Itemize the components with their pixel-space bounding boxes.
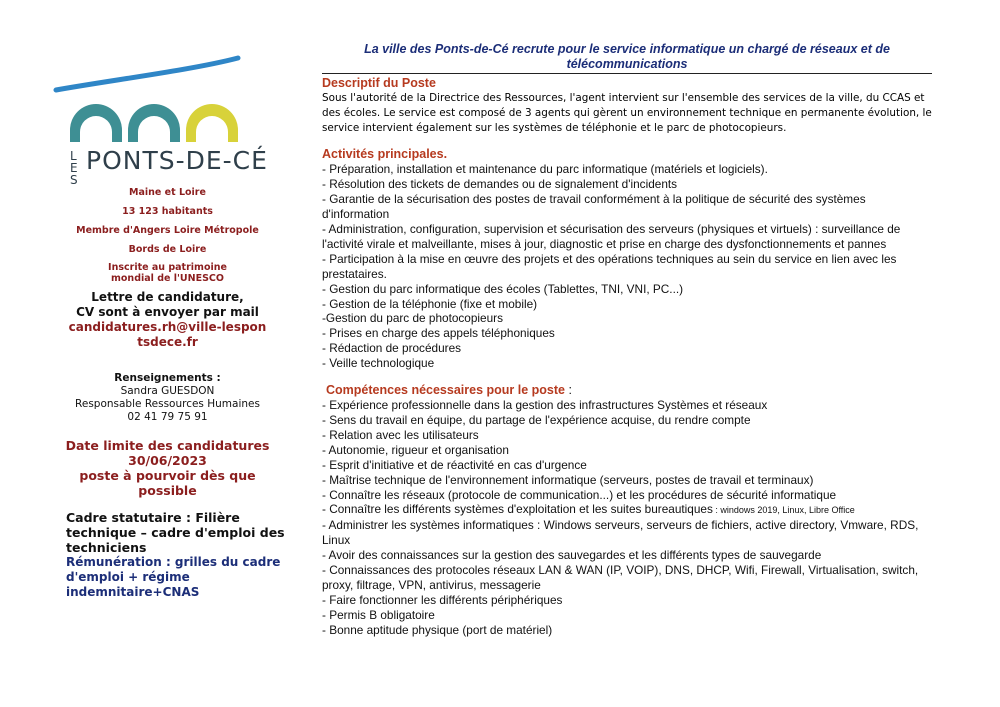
list-item: - Faire fonctionner les différents périphériques	[322, 592, 563, 607]
contact-info	[40, 372, 295, 424]
list-item: - Esprit d'initiative et de réactivité en cas d'urgence	[322, 457, 587, 472]
deadline-info	[40, 438, 295, 498]
application-line2: CV sont à envoyer par mail	[76, 305, 259, 319]
list-item: - Connaissances des protocoles réseaux LAN & WAN (IP, VOIP), DNS, DHCP, Wifi, Firewall, Virtualisation, switch, proxy, filtrage, VPN, antivirus, messagerie	[322, 563, 919, 592]
list-item: - Résolution des tickets de demandes ou de signalement d'incidents	[322, 177, 678, 192]
competences-heading-text: Compétences nécessaires pour le poste	[326, 383, 565, 398]
contact-name: Sandra GUESDON	[120, 385, 215, 397]
city-facts	[40, 186, 295, 284]
fact-unesco: Inscrite au patrimoine mondial de l'UNESCO	[108, 262, 227, 284]
deadline-note: poste à pourvoir dès que possible	[79, 468, 256, 498]
list-item: - Maîtrise technique de l'environnement informatique (serveurs, postes de travail et terminaux)	[322, 472, 814, 487]
list-item: - Expérience professionnelle dans la gestion des infrastructures Systèmes et réseaux	[322, 398, 768, 413]
descriptif-text: Sous l'autorité de la Directrice des Ressources, l'agent intervient sur l'ensemble des services de la ville, du CCAS et des écoles. Le service est composé de 3 agents qui gèrent un environnement technique en permanente évolution, le service intervient également sur les systèmes de téléphonie et le parc de photocopieurs.	[322, 92, 932, 134]
list-item: - Avoir des connaissances sur la gestion des sauvegardes et les différents types de sauvegarde	[322, 548, 822, 563]
application-info	[40, 290, 295, 350]
contact-role: Responsable Ressources Humaines	[75, 398, 260, 410]
logo-arcs-icon	[52, 50, 252, 145]
deadline-label: Date limite des candidatures	[65, 438, 270, 453]
list-item: - Gestion de la téléphonie (fixe et mobile)	[322, 296, 538, 311]
list-item: - Préparation, installation et maintenance du parc informatique (matériels et logiciels).	[322, 162, 768, 177]
remuneration-text: Rémunération : grilles du cadre d'emploi + régime indemnitaire+CNAS	[66, 555, 281, 599]
logo-name: PONTS-DE-CÉ	[86, 146, 268, 175]
statut-text: Cadre statutaire : Filière technique – cadre d'emploi des techniciens	[66, 510, 285, 555]
list-item: - Gestion du parc informatique des écoles (Tablettes, TNI, VNI, PC...)	[322, 281, 684, 296]
list-item: - Veille technologique	[322, 356, 435, 371]
list-item: -Gestion du parc de photocopieurs	[322, 311, 503, 326]
list-item: - Rédaction de procédures	[322, 341, 462, 356]
fact-membership: Membre d'Angers Loire Métropole	[76, 225, 259, 236]
logo-prefix: LES	[70, 149, 79, 187]
application-line1: Lettre de candidature,	[91, 290, 244, 304]
fact-location: Bords de Loire	[128, 244, 207, 255]
competences-heading-colon: :	[564, 383, 572, 398]
list-item: - Administration, configuration, supervision et sécurisation des serveurs (physiques et virtuels) : surveillance de l'activité virale et malveillante, mises à jour, diagnostic et prise en charge des dysfonctionnements et pannes	[322, 222, 901, 251]
list-item: - Connaître les réseaux (protocole de communication...) et les procédures de sécurité informatique	[322, 487, 837, 502]
activites-heading: Activités principales.	[322, 147, 448, 162]
competences-heading	[322, 383, 932, 398]
descriptif-heading: Descriptif du Poste	[322, 76, 436, 90]
list-item: - Autonomie, rigueur et organisation	[322, 442, 509, 457]
list-item: - Relation avec les utilisateurs	[322, 427, 479, 442]
competences-list	[322, 398, 932, 638]
application-email-link[interactable]: candidatures.rh@ville-lespontsdece.fr	[68, 320, 267, 349]
deadline-date: 30/06/2023	[128, 453, 207, 468]
contact-phone: 02 41 79 75 91	[127, 411, 208, 423]
job-offer	[322, 42, 932, 638]
list-item: - Administrer les systèmes informatiques : Windows serveurs, serveurs de fichiers, active directory, Vmware, RDS, Linux	[322, 518, 919, 548]
list-item: - Sens du travail en équipe, du partage de l'expérience acquise, du rendre compte	[322, 412, 751, 427]
list-item: - Participation à la mise en œuvre des projets et des opérations techniques au sein du service en lien avec les prestataires.	[322, 251, 897, 281]
statut-info	[66, 510, 296, 600]
competence-os-text: - Connaître les différents systèmes d'exploitation et les suites bureautiques	[322, 502, 713, 517]
list-item: - Bonne aptitude physique (port de matériel)	[322, 622, 553, 637]
contact-heading: Renseignements :	[114, 372, 221, 384]
city-logo	[52, 50, 268, 187]
list-item	[322, 502, 932, 518]
fact-population: 13 123 habitants	[122, 206, 213, 217]
list-item: - Permis B obligatoire	[322, 607, 435, 622]
list-item: - Garantie de la sécurisation des postes de travail conformément à la politique de sécurité des systèmes d'information	[322, 192, 866, 222]
fact-region: Maine et Loire	[129, 187, 206, 198]
list-item: - Prises en charge des appels téléphoniques	[322, 326, 555, 341]
competence-os-detail: : windows 2019, Linux, Libre Office	[712, 505, 855, 516]
activites-list	[322, 162, 932, 371]
page-title: La ville des Ponts-de-Cé recrute pour le service informatique un chargé de réseaux et de télécommunications	[322, 42, 932, 74]
